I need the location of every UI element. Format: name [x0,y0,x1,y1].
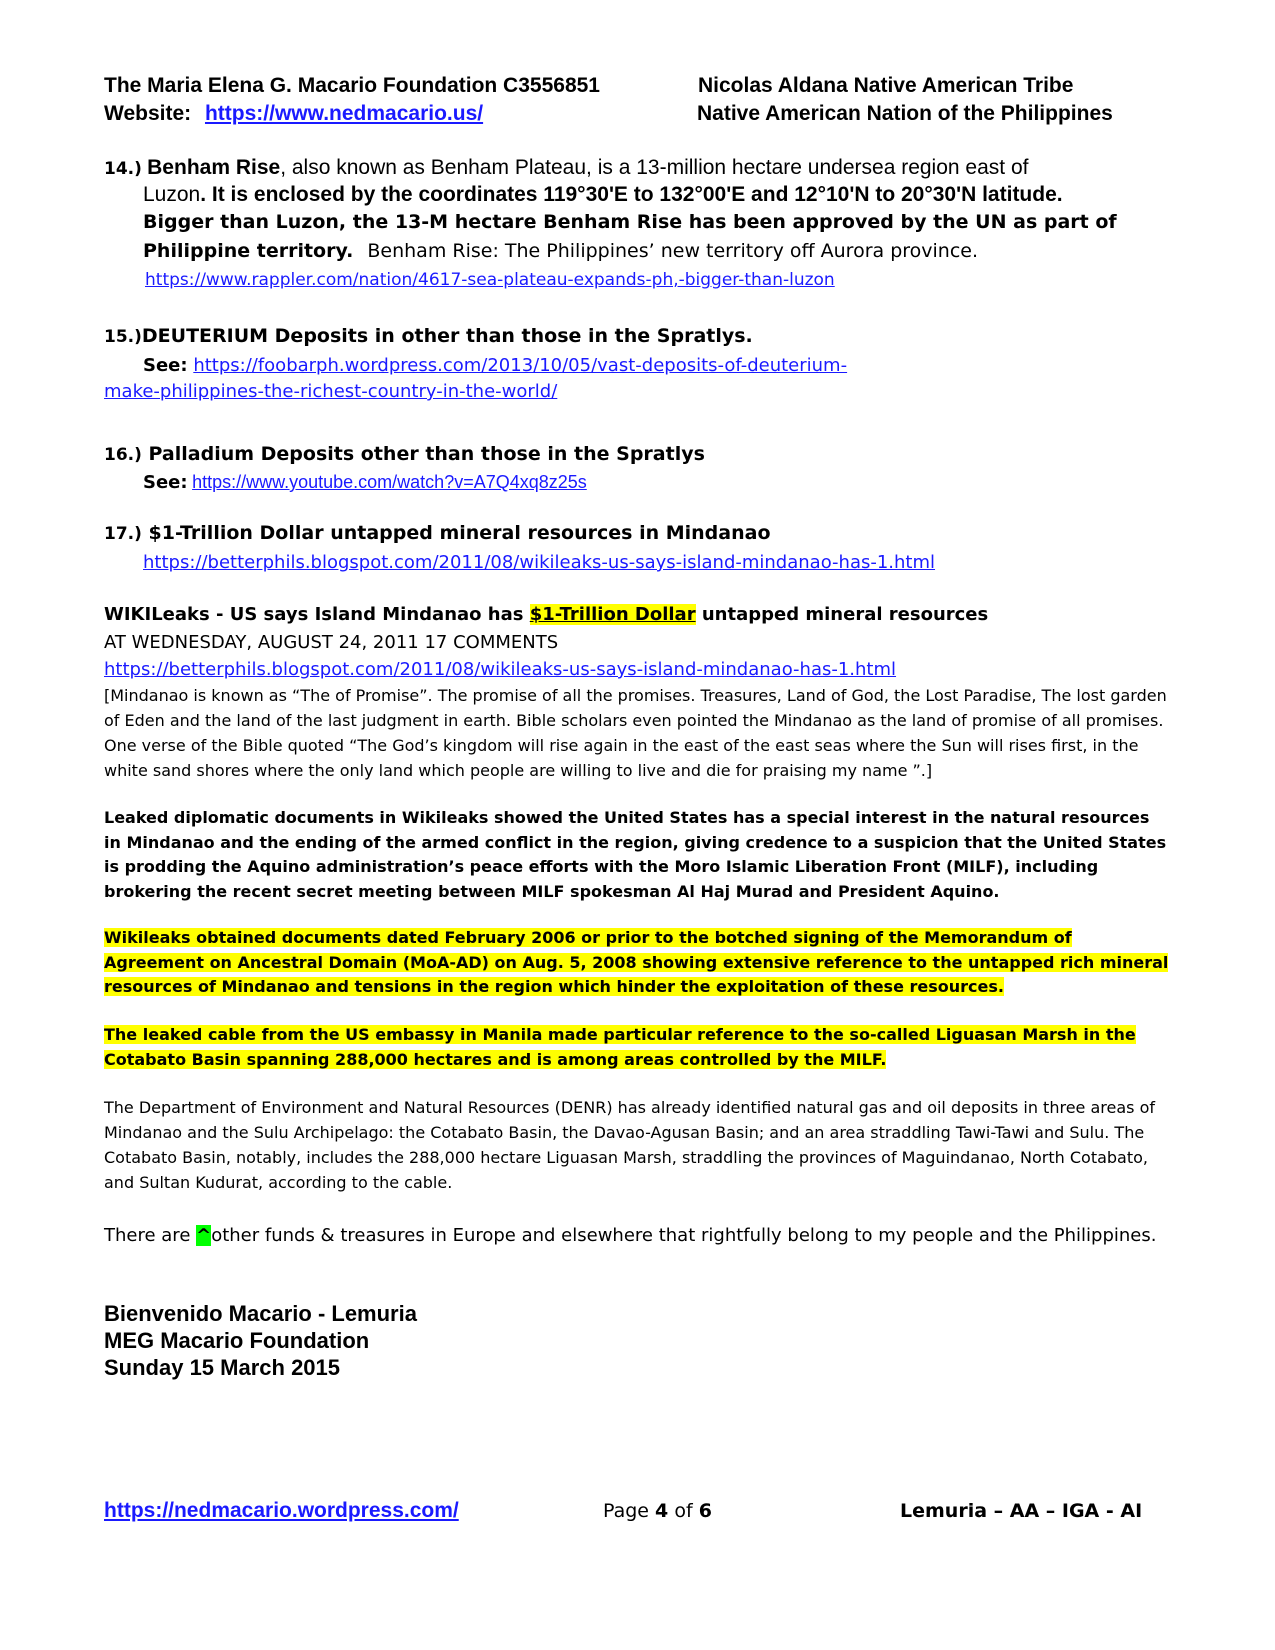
header-foundation: The Maria Elena G. Macario Foundation C3556851 [104,74,600,97]
signature-org: MEG Macario Foundation [104,1328,370,1353]
page-current: 4 [655,1500,669,1522]
item-17-number: 17.) [104,524,142,544]
wiki-para2 [104,926,1169,1000]
wiki-para1: Leaked diplomatic documents in Wikileaks showed the United States has a special interest in the natural resources in Mindanao and the ending of the armed conflict in the region, giving credence to a suspicion that the United States is prodding the Aquino administration’s peace efforts with the Moro Islamic Liberation Front (MILF), including brokering the recent secret meeting between MILF spokesman Al Haj Murad and President Aquino. [104,808,1167,901]
header-nation: Native American Nation of the Philippines [697,102,1113,125]
item-15-number: 15.) [104,327,142,347]
item-14-note: Benham Rise: The Philippines’ new territory off Aurora province. [367,240,979,262]
item-14-number: 14.) [104,159,142,179]
item-14-link[interactable]: https://www.rappler.com/nation/4617-sea-plateau-expands-ph,-bigger-than-luzon [145,270,835,290]
item-15-link-part2[interactable]: make-philippines-the-richest-country-in-the-world/ [104,381,558,402]
wiki-para3-text: The leaked cable from the US embassy in Manila made particular reference to the so-called Liguasan Marsh in the Cotabato Basin spanning 288,000 hectares and is among areas controlled by the MILF. [104,1025,1136,1069]
signature-date: Sunday 15 March 2015 [104,1355,341,1380]
website-label: Website: [104,102,192,125]
item-14-line3: Bigger than Luzon, the 13-M hectare Benham Rise has been approved by the UN as part of [143,211,1117,233]
closing-part2: other funds & treasures in Europe and elsewhere that rightfully belong to my people and the Philippines. [211,1225,1157,1246]
wiki-title [104,604,988,625]
item-14-text: , also known as Benham Plateau, is a 13-million hectare undersea region east of [280,156,1029,179]
wiki-para4: The Department of Environment and Natural Resources (DENR) has already identified natural gas and oil deposits in three areas of Mindanao and the Sulu Archipelago: the Cotabato Basin, the Davao-Agusan Basin; and an area straddling Tawi-Tawi and Sulu. The Cotabato Basin, notably, includes the 288,000 hectare Liguasan Marsh, straddling the provinces of Maguindanao, North Cotabato, and Sultan Kudurat, according to the cable. [104,1098,1155,1192]
luzon-word: Luzon [143,183,201,206]
closing-part1: There are [104,1225,197,1246]
wiki-link[interactable]: https://betterphils.blogspot.com/2011/08/wikileaks-us-says-island-mindanao-has-1.html [104,659,897,680]
item-16-number: 16.) [104,445,142,465]
item-14-line1 [104,155,1028,180]
wiki-para3 [104,1023,1169,1072]
item-15-heading [104,325,753,347]
item-16-see: See: [143,472,188,493]
wiki-quote: [Mindanao is known as “The of Promise”. The promise of all the promises. Treasures, Land of God, the Lost Paradise, The lost garden of Eden and the land of the last judgment in earth. Bible scholars even pointed the Mindanao as the land of promise of all promises. One verse of the Bible quoted “The God’s kingdom will rise again in the east of the east seas where the Sun will rises first, in the white sand shores where the only land which people are willing to live and die for praising my name ”.] [104,686,1167,780]
item-14-line2 [143,183,1063,207]
item-14-title: Benham Rise [147,156,281,179]
footer-right: Lemuria – AA – IGA - AI [900,1500,1143,1522]
wiki-title-highlight: $1-Trillion Dollar [529,604,696,625]
item-16-see-line [143,472,587,493]
page-total: 6 [698,1500,712,1522]
item-17-heading [104,522,771,544]
item-15-title: DEUTERIUM Deposits in other than those in the Spratlys. [141,325,753,347]
item-15-see-line [143,355,847,376]
page-of: of [668,1500,699,1522]
item-16-heading [104,443,705,465]
insert-caret: ^ [196,1225,212,1246]
item-17-title: $1-Trillion Dollar untapped mineral resources in Mindanao [148,522,771,544]
item-16-title: Palladium Deposits other than those in the Spratlys [148,443,705,465]
page-number [603,1500,712,1522]
closing-paragraph [104,1222,1169,1249]
item-16-link[interactable]: https://www.youtube.com/watch?v=A7Q4xq8z25s [192,472,587,492]
item-17-link[interactable]: https://betterphils.blogspot.com/2011/08/wikileaks-us-says-island-mindanao-has-1.html [143,552,936,573]
item-14-coords: . It is enclosed by the coordinates 119°30'E to 132°00'E and 12°10'N to 20°30'N latitude. [200,183,1063,206]
wiki-title-part2: untapped mineral resources [695,604,989,625]
item-15-see: See: [143,355,188,376]
header-website [104,102,483,126]
item-14-line4 [143,240,978,262]
page-label: Page [603,1500,656,1522]
item-14-territory: Philippine territory. [143,240,354,262]
footer-link[interactable]: https://nedmacario.wordpress.com/ [104,1499,459,1522]
website-link[interactable]: https://www.nedmacario.us/ [204,102,484,125]
wiki-date: AT WEDNESDAY, AUGUST 24, 2011 17 COMMENTS [104,632,559,653]
item-15-link-part1[interactable]: https://foobarph.wordpress.com/2013/10/05/vast-deposits-of-deuterium- [193,355,848,376]
header-tribe: Nicolas Aldana Native American Tribe [698,74,1074,97]
signature-name: Bienvenido Macario - Lemuria [104,1301,417,1326]
wiki-para2-text: Wikileaks obtained documents dated February 2006 or prior to the botched signing of the Memorandum of Agreement on Ancestral Domain (MoA-AD) on Aug. 5, 2008 showing extensive reference to the untapped rich mineral resources of Mindanao and tensions in the region which hinder the exploitation of these resources. [104,928,1169,996]
wiki-title-part1: WIKILeaks - US says Island Mindanao has [104,604,530,625]
